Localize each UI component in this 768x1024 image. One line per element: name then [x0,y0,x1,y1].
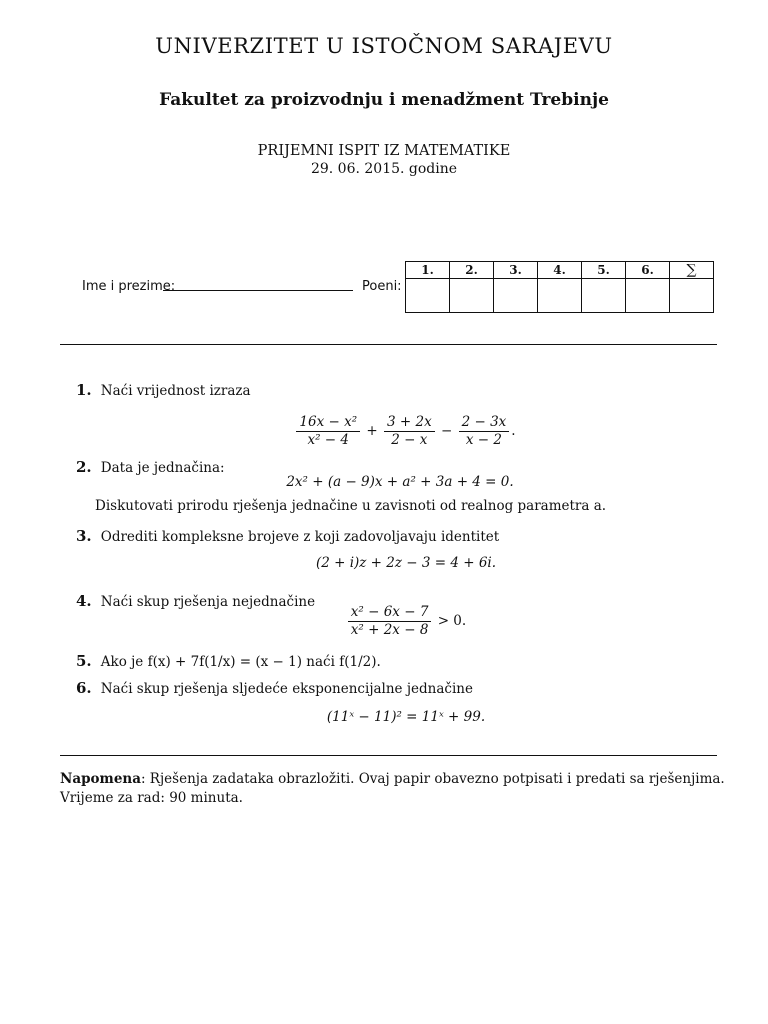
score-header-3: 3. [494,262,538,279]
problem-number: 3. [76,527,92,545]
score-cell-5[interactable] [582,279,626,313]
problem-5 [76,651,381,670]
note-label: Napomena [60,771,141,787]
fraction-denominator: x² − 4 [307,432,349,448]
problem-3 [76,526,499,545]
problem-text: Naći skup rješenja sljedeće eksponencijalne jednačine [100,681,473,697]
note-text: : Rješenja zadataka obrazložiti. Ovaj papir obavezno potpisati i predati sa rješenjima. [140,771,725,787]
operator: + [366,423,378,439]
note-line [60,770,725,789]
fraction-denominator: x − 2 [465,432,502,448]
fraction-numerator: 3 + 2x [384,414,435,432]
fraction-denominator: 2 − x [391,432,428,448]
problem-3-equation: (2 + i)z + 2z − 3 = 4 + 6i. [315,555,497,571]
fraction-denominator: x² + 2x − 8 [350,622,429,638]
score-header-1: 1. [406,262,450,279]
score-table [405,261,714,313]
name-field-line[interactable] [163,290,353,291]
problem-text: Naći skup rješenja nejednačine [100,594,316,610]
problem-number: 2. [76,458,92,476]
points-label: Poeni: [362,279,402,294]
problem-2-equation: 2x² + (a − 9)x + a² + 3a + 4 = 0. [286,474,514,490]
problem-6 [76,678,473,697]
problem-6-equation: (11ˣ − 11)² = 11ˣ + 99. [326,709,486,725]
bottom-divider [60,755,717,756]
exam-date: 29. 06. 2015. godine [310,161,458,177]
score-table-header-row [406,262,714,279]
exam-title: PRIJEMNI ISPIT IZ MATEMATIKE [257,143,511,159]
operator: − [441,423,453,439]
problem-text: Odrediti kompleksne brojeve z koji zadovoljavaju identitet [100,529,500,545]
problem-2-text2: Diskutovati prirodu rješenja jednačine u zavisnoti od realnog parametra a. [95,498,607,514]
problem-text: Ako je f(x) + 7f(1/x) = (x − 1) naći f(1/2). [100,654,381,670]
problem-1 [76,380,251,399]
score-table-points-row [406,279,714,313]
score-cell-1[interactable] [406,279,450,313]
problem-text: Naći vrijednost izraza [100,383,251,399]
top-divider [60,344,717,345]
score-header-5: 5. [582,262,626,279]
score-header-2: 2. [450,262,494,279]
problem-1-expression [0,414,768,449]
problem-number: 1. [76,381,92,399]
university-title: UNIVERZITET U ISTOČNOM SARAJEVU [155,34,613,58]
score-cell-sum[interactable] [670,279,714,313]
faculty-title: Fakultet za proizvodnju i menadžment Trebinje [159,90,609,110]
score-cell-2[interactable] [450,279,494,313]
score-header-4: 4. [538,262,582,279]
score-header-sum: ∑ [670,262,714,279]
score-cell-6[interactable] [626,279,670,313]
fraction-numerator: x² − 6x − 7 [348,604,432,622]
inequality-rhs: > 0. [437,613,467,629]
score-header-6: 6. [626,262,670,279]
fraction-numerator: 2 − 3x [459,414,510,432]
problem-4-inequality [0,604,768,639]
name-label: Ime i prezime: [82,279,176,294]
fraction-numerator: 16x − x² [296,414,360,432]
problem-text: Data je jednačina: [100,460,225,476]
score-cell-4[interactable] [538,279,582,313]
problem-number: 4. [76,592,92,610]
footer-note [60,770,725,808]
period: . [511,423,516,439]
problem-number: 5. [76,652,92,670]
problem-number: 6. [76,679,92,697]
score-cell-3[interactable] [494,279,538,313]
time-limit: Vrijeme za rad: 90 minuta. [60,790,243,806]
